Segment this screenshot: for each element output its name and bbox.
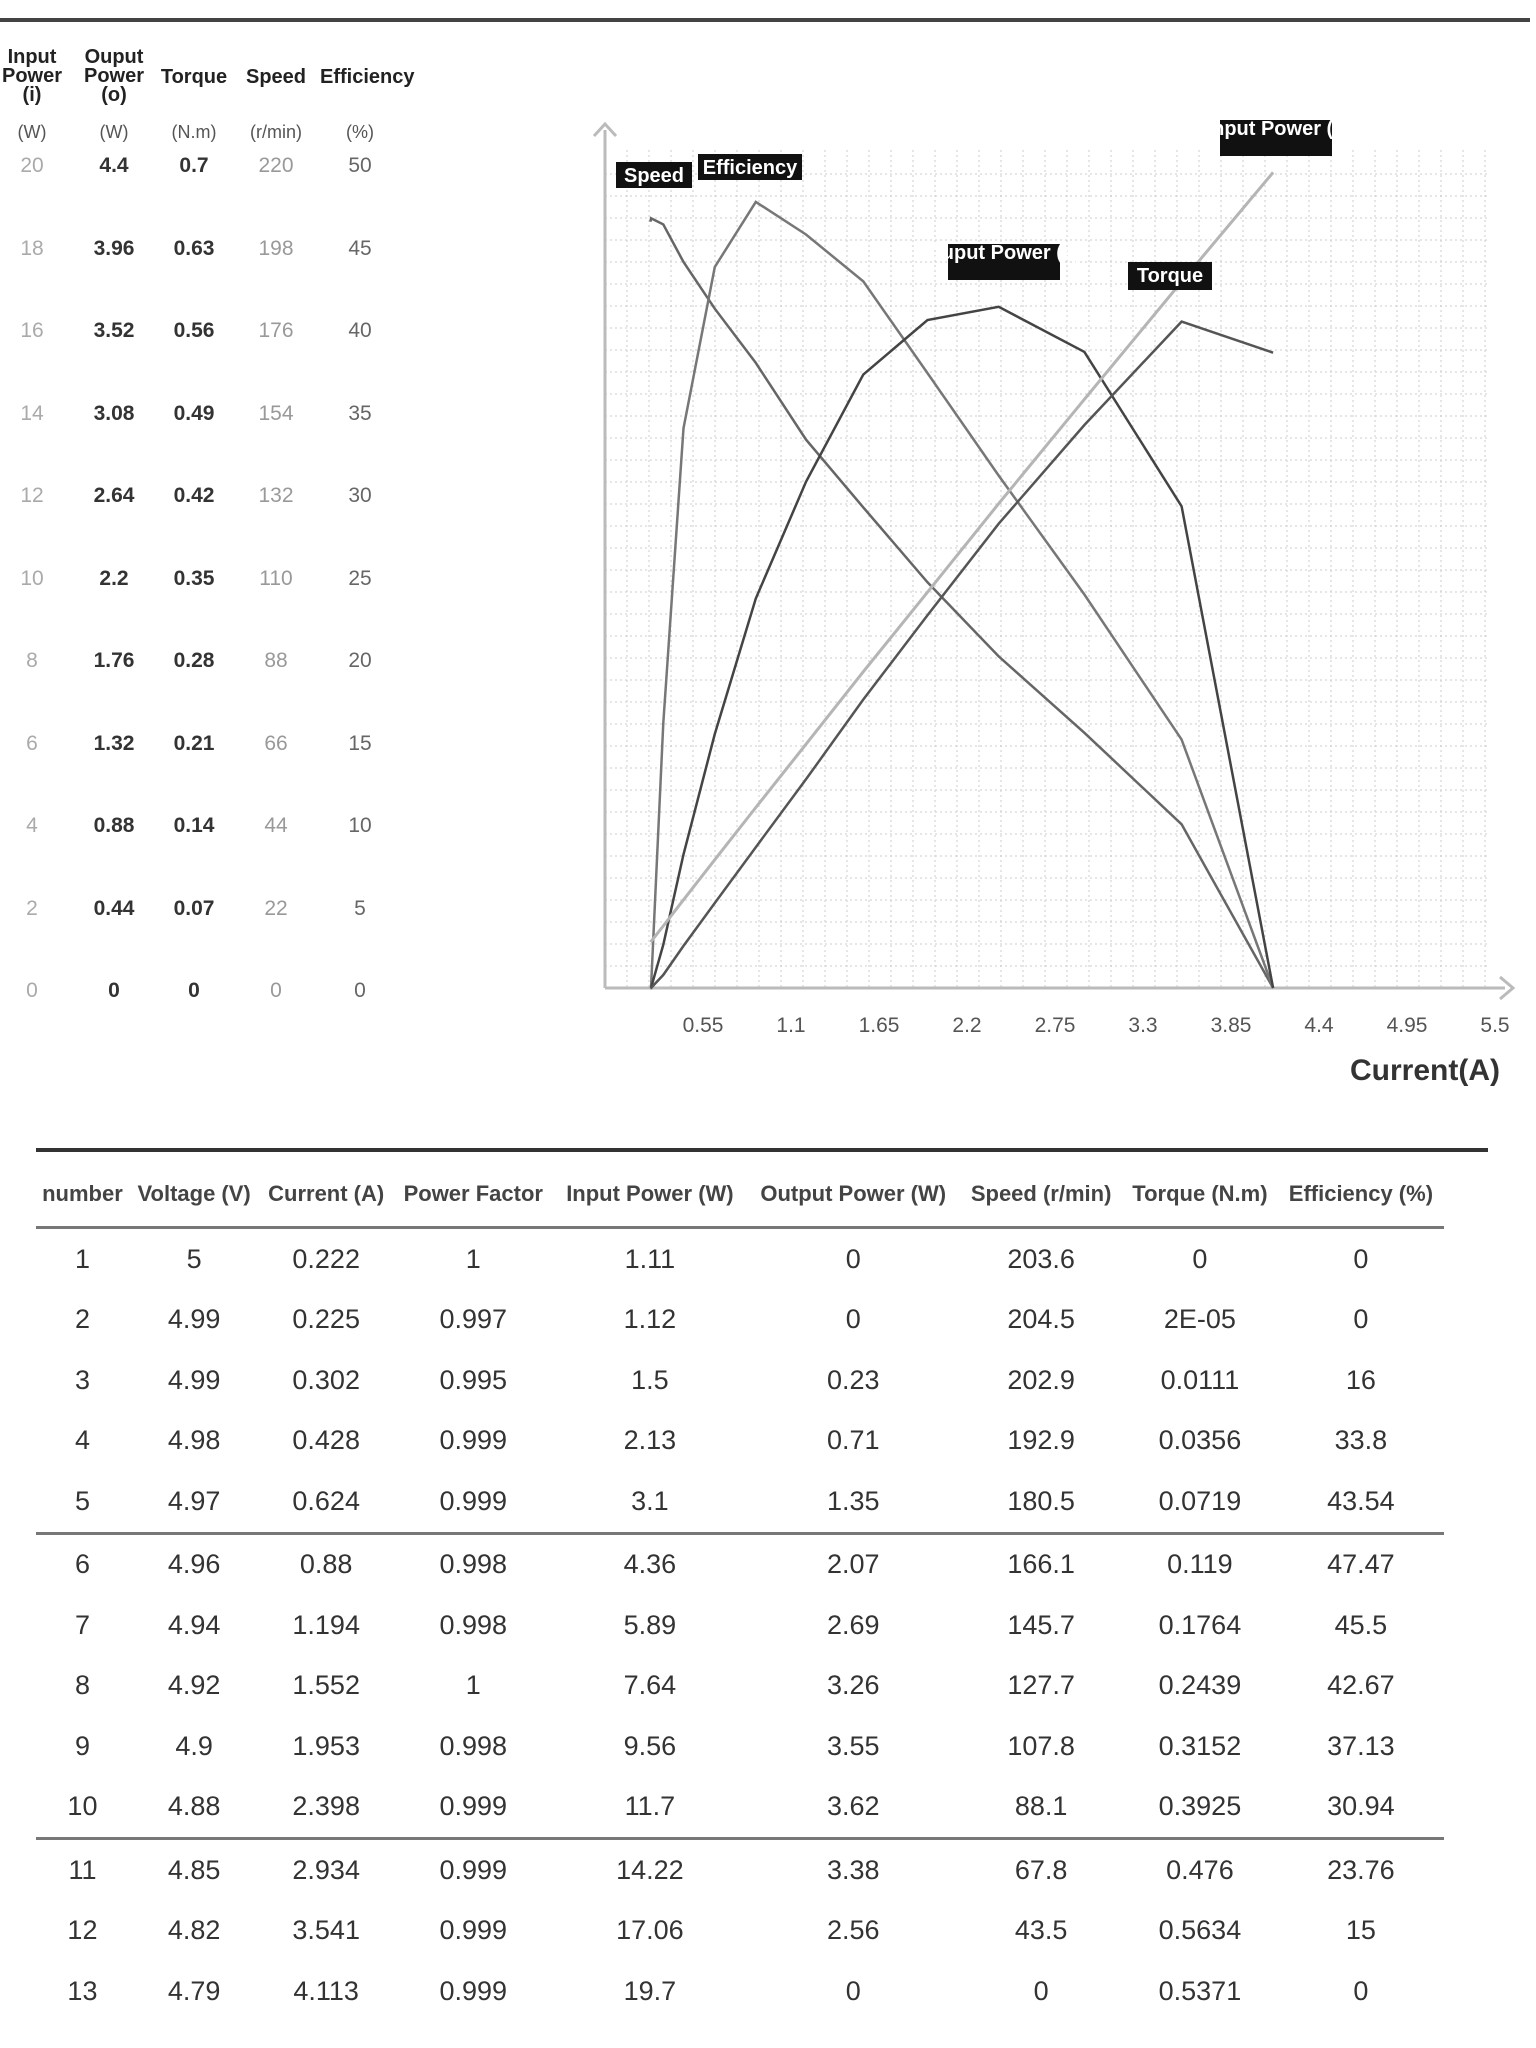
table-cell: 43.54 (1278, 1471, 1444, 1533)
table-cell: 180.5 (960, 1471, 1122, 1533)
table-cell: 145.7 (1007, 1609, 1075, 1640)
series-line-speed (651, 218, 1274, 988)
table-cell: 5 (186, 1243, 202, 1274)
table-cell: 5 (36, 1471, 129, 1533)
table-cell: 42.67 (1327, 1670, 1395, 1701)
axis-value: 8 (26, 649, 38, 672)
table-cell: 13 (67, 1975, 98, 2006)
table-row (36, 1290, 1444, 1351)
series-label-torque (1128, 262, 1212, 290)
table-cell: 2.934 (292, 1854, 360, 1885)
axis-value: 176 (258, 319, 294, 342)
axis-value: 220 (258, 154, 294, 177)
table-cell: 4.79 (167, 1975, 221, 2006)
table-row (36, 1350, 1444, 1411)
table-cell: 43.5 (1014, 1915, 1068, 1946)
axis-value: 3.08 (93, 401, 135, 425)
table-cell: 4.99 (167, 1304, 221, 1335)
series-label-text: Input Power (i) (1206, 118, 1346, 140)
table-cell: 16 (1345, 1364, 1376, 1395)
series-label-output-power (926, 242, 1082, 280)
axis-value: 5 (354, 896, 366, 920)
series-label-speed (616, 162, 692, 188)
table-cell: 0.999 (439, 1915, 508, 1946)
axis-value: 25 (348, 566, 372, 590)
axis-header-line: Ouput (84, 46, 144, 68)
axis-value: 0 (188, 979, 200, 1002)
x-axis-label: Current(A) (1350, 1054, 1500, 1087)
table-cell: 0.119 (1167, 1549, 1233, 1580)
table-cell: 1.12 (623, 1304, 677, 1335)
table-row (36, 1411, 1444, 1472)
table-cell: 4.88 (129, 1777, 259, 1839)
column-header: Output Power (W) (746, 1162, 960, 1228)
axis-unit: (r/min) (250, 122, 302, 142)
x-tick-labels (683, 1014, 1510, 1037)
table-cell: 30.94 (1278, 1777, 1444, 1839)
axis-value: 110 (259, 566, 293, 590)
performance-chart (560, 100, 1520, 1100)
table-cell: 12 (67, 1915, 98, 1946)
table-cell: 0.222 (292, 1243, 360, 1274)
axis-header-3 (236, 68, 316, 87)
table-cell: 10 (36, 1777, 129, 1839)
table-cell: 4.82 (167, 1915, 221, 1946)
axis-value: 20 (20, 154, 44, 177)
table-row (36, 1839, 1444, 1901)
x-tick-label: 1.65 (858, 1014, 900, 1037)
x-tick-label: 3.85 (1210, 1014, 1252, 1037)
table-cell: 1 (465, 1243, 481, 1274)
axis-value: 2 (26, 896, 38, 920)
axis-header-line: (i) (22, 84, 42, 106)
table-cell: 88.1 (960, 1777, 1122, 1839)
axis-header-line: Speed (245, 66, 307, 88)
table-cell: 0.998 (439, 1609, 508, 1640)
table-cell: 203.6 (1007, 1243, 1075, 1274)
axis-value: 18 (20, 236, 44, 260)
table-cell: 0.23 (826, 1364, 880, 1395)
table-cell: 3.55 (826, 1730, 880, 1761)
table-cell: 47.47 (1327, 1549, 1395, 1580)
axis-value: 66 (264, 731, 288, 755)
axis-header-line: Torque (160, 66, 228, 88)
axis-header-4 (320, 66, 415, 88)
axis-unit: (N.m) (171, 122, 217, 142)
table-cell: 4.99 (167, 1364, 221, 1395)
column-header: Torque (N.m) (1122, 1162, 1278, 1228)
axis-value: 4.4 (99, 154, 129, 177)
column-header: Speed (r/min) (960, 1162, 1122, 1228)
table-cell: 23.76 (1327, 1854, 1395, 1885)
axis-value: 0 (354, 979, 366, 1002)
table-cell: 11 (68, 1854, 97, 1885)
table-cell: 192.9 (1007, 1425, 1075, 1456)
table-cell: 4.85 (167, 1854, 221, 1885)
table-cell: 166.1 (1007, 1549, 1075, 1580)
table-cell: 0.88 (299, 1549, 353, 1580)
axis-value: 1.76 (93, 649, 135, 672)
table-cell: 0.997 (439, 1304, 508, 1335)
column-header: Voltage (V) (129, 1162, 259, 1228)
table-cell: 3.1 (554, 1471, 747, 1533)
table-row (36, 1656, 1444, 1717)
axis-value: 30 (348, 484, 372, 507)
table-cell: 4.98 (167, 1425, 221, 1456)
axis-value: 10 (348, 814, 372, 837)
table-cell: 0.999 (439, 1975, 508, 2006)
table-cell: 37.13 (1327, 1730, 1395, 1761)
series-label-input-power (1207, 118, 1346, 156)
table-cell: 9 (74, 1730, 90, 1761)
table-cell: 7.64 (623, 1670, 677, 1701)
axis-value: 4 (26, 814, 38, 837)
table-cell: 0 (1192, 1243, 1208, 1274)
axis-value: 44 (264, 814, 288, 837)
column-header: Power Factor (393, 1162, 553, 1228)
axis-value: 20 (348, 649, 372, 672)
axis-value: 12 (20, 484, 44, 507)
table-cell: 4 (74, 1425, 90, 1456)
axis-value: 0 (108, 979, 120, 1002)
table-cell: 107.8 (1007, 1730, 1075, 1761)
table-cell: 4.36 (623, 1549, 677, 1580)
table-cell: 1.552 (292, 1670, 360, 1701)
axis-value: 0.21 (173, 731, 215, 755)
table-cell: 0.3152 (1158, 1730, 1242, 1761)
table-row (36, 1961, 1444, 2022)
top-rule (0, 18, 1530, 22)
table-cell: 17.06 (616, 1915, 684, 1946)
table-cell: 11.7 (554, 1777, 747, 1839)
axis-header-1 (74, 48, 154, 105)
axis-value: 0 (26, 979, 38, 1002)
table-row (36, 1533, 1444, 1595)
x-tick-label: 4.95 (1386, 1014, 1428, 1037)
performance-data-table (36, 1162, 1444, 2022)
table-cell: 1.5 (631, 1364, 669, 1395)
table-cell: 0 (1353, 1975, 1369, 2006)
axis-value: 132 (258, 484, 294, 507)
axis-value: 198 (258, 236, 294, 260)
table-cell: 9.56 (623, 1730, 677, 1761)
table-cell: 1 (465, 1670, 481, 1701)
table-cell: 1 (74, 1243, 90, 1274)
axis-header-line: Efficiency (320, 66, 415, 88)
x-tick-label: 1.1 (776, 1014, 806, 1037)
x-tick-label: 4.4 (1304, 1014, 1334, 1037)
table-row (36, 1595, 1444, 1656)
axis-value: 2.64 (93, 484, 135, 507)
table-cell: 0.0111 (1160, 1364, 1240, 1395)
table-cell: 1.11 (624, 1243, 676, 1274)
table-row (36, 1901, 1444, 1962)
table-cell: 0.999 (439, 1425, 508, 1456)
axis-header-line: Power (83, 65, 145, 87)
table-cell: 0 (1353, 1304, 1369, 1335)
axis-value: 22 (264, 896, 288, 920)
table-cell: 3.541 (292, 1915, 360, 1946)
table-cell: 204.5 (1007, 1304, 1075, 1335)
table-cell: 67.8 (1014, 1854, 1068, 1885)
axis-header-0 (0, 48, 72, 105)
table-cell: 2.69 (826, 1609, 880, 1640)
axis-header-line: (o) (101, 84, 127, 106)
axis-value: 0.28 (173, 649, 215, 672)
table-cell: 1.194 (292, 1609, 360, 1640)
axis-value: 154 (258, 401, 294, 425)
table-cell: 0.428 (292, 1425, 360, 1456)
table-cell: 0.0719 (1122, 1471, 1278, 1533)
series-line-efficiency (651, 202, 1274, 988)
table-cell: 6 (74, 1549, 90, 1580)
table-cell: 3.38 (826, 1854, 880, 1885)
column-header: number (36, 1162, 129, 1228)
table-cell: 14.22 (616, 1854, 684, 1885)
series-label-efficiency (698, 154, 802, 180)
axis-header-2 (154, 68, 234, 87)
x-tick-label: 2.75 (1034, 1014, 1076, 1037)
x-tick-label: 5.5 (1480, 1014, 1510, 1037)
table-cell: 0.5371 (1158, 1975, 1242, 2006)
table-cell: 0.476 (1166, 1854, 1234, 1885)
axis-value: 3.96 (93, 236, 135, 260)
table-cell: 7 (74, 1609, 90, 1640)
axis-value: 88 (264, 649, 288, 672)
table-cell: 0.225 (292, 1304, 360, 1335)
table-cell: 0.2439 (1158, 1670, 1242, 1701)
table-cell: 4.96 (167, 1549, 221, 1580)
table-cell: 4.94 (167, 1609, 221, 1640)
table-cell: 0.0356 (1158, 1425, 1242, 1456)
axis-unit: (W) (17, 122, 47, 142)
table-cell: 33.8 (1334, 1425, 1388, 1456)
series-labels (616, 118, 1345, 290)
series-line-output-power (651, 307, 1274, 988)
table-cell: 3.62 (746, 1777, 960, 1839)
axis-value: 0.63 (173, 236, 215, 260)
table-cell: 127.7 (1007, 1670, 1075, 1701)
axis-value: 15 (348, 731, 372, 755)
axis-value: 0 (270, 979, 282, 1002)
table-header-row (36, 1162, 1444, 1228)
table-cell: 4.92 (167, 1670, 221, 1701)
table-cell: 2E-05 (1163, 1304, 1236, 1335)
axis-value: 50 (348, 154, 372, 177)
axis-header-line: Power (1, 65, 63, 87)
table-cell: 2.56 (826, 1915, 880, 1946)
table-cell: 0.624 (259, 1471, 393, 1533)
axis-value: 35 (348, 401, 372, 425)
axis-value: 2.2 (99, 566, 129, 590)
table-cell: 2.13 (623, 1425, 677, 1456)
table-cell: 8 (74, 1670, 90, 1701)
table-cell: 0.995 (439, 1364, 508, 1395)
axis-value: 45 (348, 236, 372, 260)
table-cell: 4.113 (293, 1975, 359, 2006)
table-cell: 4.97 (129, 1471, 259, 1533)
table-cell: 0.71 (826, 1425, 880, 1456)
series-label-text: Torque (1136, 265, 1204, 287)
axis-value: 6 (26, 731, 38, 755)
table-cell: 0.302 (292, 1364, 360, 1395)
axis-value: 0.07 (173, 896, 215, 920)
x-tick-label: 3.3 (1128, 1014, 1158, 1037)
axis-value: 3.52 (93, 319, 135, 342)
axis-value: 16 (20, 319, 44, 342)
axis-value: 0.49 (173, 401, 215, 425)
axis-value: 14 (20, 401, 44, 425)
table-cell: 5.89 (623, 1609, 677, 1640)
table-cell: 1.953 (292, 1730, 360, 1761)
series-lines (651, 172, 1274, 988)
table-cell: 0 (1353, 1243, 1369, 1274)
table-cell: 2 (74, 1304, 90, 1335)
table-row (36, 1777, 1444, 1839)
axis-unit: (%) (346, 122, 374, 142)
table-cell: 0.999 (439, 1854, 508, 1885)
series-label-text: Efficiency (702, 157, 798, 179)
axis-header-line: Input (7, 46, 57, 68)
table-cell: 1.35 (746, 1471, 960, 1533)
series-label-text: Ouput Power (o) (926, 242, 1082, 264)
axis-value: 0.14 (173, 814, 215, 837)
column-header: Current (A) (259, 1162, 393, 1228)
table-row (36, 1228, 1444, 1290)
table-cell: 0.3925 (1122, 1777, 1278, 1839)
x-tick-label: 2.2 (952, 1014, 982, 1037)
table-cell: 15 (1345, 1915, 1376, 1946)
table-cell: 2.07 (826, 1549, 880, 1580)
table-cell: 2.398 (259, 1777, 393, 1839)
column-header: Efficiency (%) (1278, 1162, 1444, 1228)
axis-value: 0.88 (93, 814, 135, 837)
table-cell: 0 (845, 1304, 861, 1335)
x-tick-label: 0.55 (682, 1014, 724, 1037)
table-row (36, 1716, 1444, 1777)
table-cell: 0.999 (393, 1471, 553, 1533)
axis-value: 0.35 (173, 566, 215, 590)
table-cell: 202.9 (1007, 1364, 1075, 1395)
table-cell: 0.1764 (1158, 1609, 1242, 1640)
table-cell: 0.5634 (1158, 1915, 1242, 1946)
axis-unit: (W) (99, 122, 129, 142)
axis-value: 40 (348, 319, 372, 342)
axis-value: 10 (20, 566, 44, 590)
table-cell: 0.998 (439, 1549, 508, 1580)
axis-value: 1.32 (93, 731, 135, 755)
axis-value: 0.42 (173, 484, 215, 507)
table-cell: 0 (1033, 1975, 1049, 2006)
axis-value: 0.44 (93, 896, 135, 920)
table-cell: 19.7 (623, 1975, 677, 2006)
table-cell: 0.999 (393, 1777, 553, 1839)
table-row (36, 1471, 1444, 1533)
table-cell: 0 (845, 1243, 861, 1274)
table-cell: 0 (845, 1975, 861, 2006)
table-cell: 3.26 (826, 1670, 880, 1701)
table-cell: 0.998 (439, 1730, 508, 1761)
column-header: Input Power (W) (554, 1162, 747, 1228)
table-top-rule (36, 1148, 1488, 1152)
axis-value: 0.7 (179, 154, 209, 177)
table-cell: 3 (74, 1364, 90, 1395)
table-cell: 4.9 (175, 1730, 213, 1761)
series-label-text: Speed (623, 165, 685, 187)
table-cell: 45.5 (1334, 1609, 1388, 1640)
axis-value: 0.56 (173, 319, 215, 342)
